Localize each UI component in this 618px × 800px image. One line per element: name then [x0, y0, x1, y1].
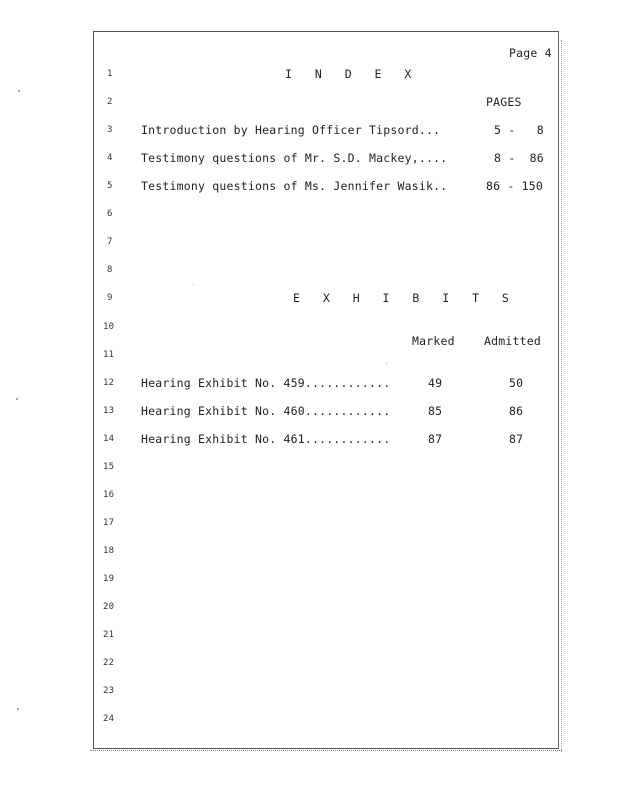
line-number: 14 — [103, 434, 115, 444]
line-number: 23 — [103, 686, 115, 696]
pages-header: PAGES — [486, 95, 522, 109]
exhibits-title: E X H I B I T S — [293, 291, 517, 305]
admitted-header: Admitted — [484, 334, 541, 348]
line-number: 22 — [103, 658, 115, 668]
index-entry-pages: 5 - 8 — [494, 123, 544, 137]
index-entry-pages: 8 - 86 — [494, 151, 544, 165]
line-number: 1 — [107, 69, 113, 79]
exhibit-entry-text: Hearing Exhibit No. 459............ — [141, 376, 391, 390]
scan-edge-bottom — [90, 750, 562, 753]
line-number: 11 — [103, 350, 115, 360]
line-number: 20 — [103, 602, 115, 612]
exhibit-marked: 49 — [428, 376, 443, 390]
line-number: 10 — [103, 322, 115, 332]
index-entry-text: Testimony questions of Mr. S.D. Mackey,.... — [141, 151, 448, 165]
transcript-page-frame — [93, 31, 559, 749]
line-number: 2 — [107, 97, 113, 107]
line-number: 5 — [107, 181, 113, 191]
exhibit-admitted: 87 — [509, 432, 524, 446]
line-number: 7 — [107, 237, 113, 247]
line-number: 8 — [107, 265, 113, 275]
line-number: 9 — [107, 293, 113, 303]
line-number: 6 — [107, 209, 113, 219]
scan-speck — [17, 708, 19, 710]
line-number: 4 — [107, 153, 113, 163]
exhibit-entry-text: Hearing Exhibit No. 461............ — [141, 432, 391, 446]
line-number: 21 — [103, 630, 115, 640]
line-number: 13 — [103, 406, 115, 416]
marked-header: Marked — [412, 334, 455, 348]
index-entry-pages: 86 - 150 — [486, 179, 543, 193]
line-number: 17 — [103, 518, 115, 528]
index-title: I N D E X — [285, 67, 420, 81]
line-number: 12 — [103, 378, 115, 388]
line-number: 18 — [103, 546, 115, 556]
index-entry-text: Introduction by Hearing Officer Tipsord... — [141, 123, 441, 137]
page-label: Page 4 — [509, 46, 552, 60]
scan-speck — [18, 90, 20, 92]
line-number: 19 — [103, 574, 115, 584]
line-number: 15 — [103, 462, 115, 472]
line-number: 3 — [107, 125, 113, 135]
exhibit-entry-text: Hearing Exhibit No. 460............ — [141, 404, 391, 418]
scan-speck — [16, 398, 18, 400]
exhibit-marked: 87 — [428, 432, 443, 446]
line-number: 16 — [103, 490, 115, 500]
index-entry-text: Testimony questions of Ms. Jennifer Wasik.. — [141, 179, 448, 193]
exhibit-admitted: 86 — [509, 404, 524, 418]
scan-speck — [193, 284, 194, 285]
scan-edge-right — [561, 40, 564, 752]
line-number: 24 — [103, 714, 115, 724]
exhibit-admitted: 50 — [509, 376, 524, 390]
exhibit-marked: 85 — [428, 404, 443, 418]
scan-speck — [386, 363, 387, 364]
